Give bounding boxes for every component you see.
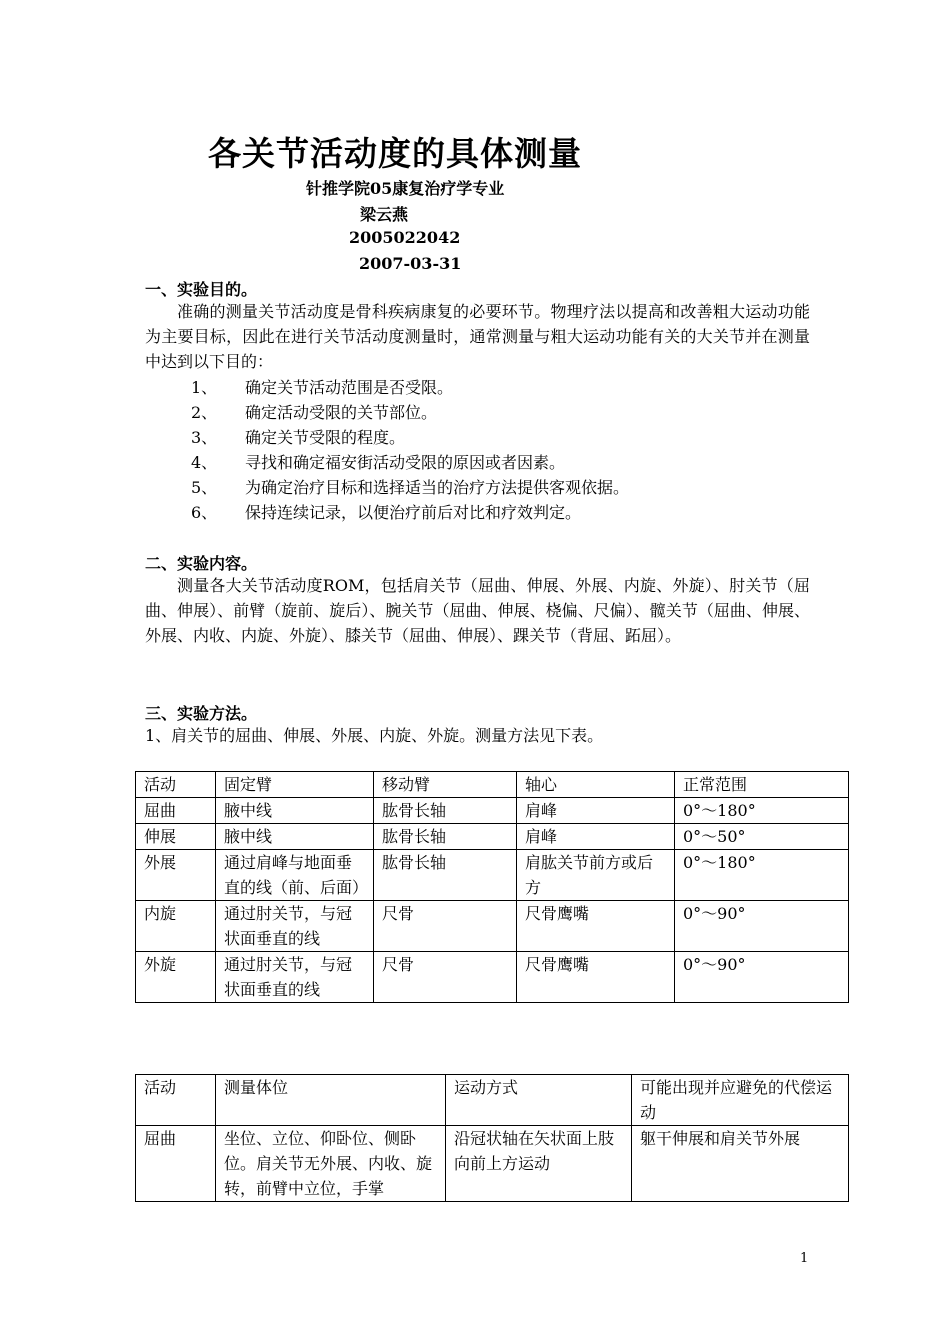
table-cell: 肱骨长轴 <box>374 798 517 824</box>
list-number: 6、 <box>191 503 218 522</box>
table-cell: 尺骨鹰嘴 <box>517 901 675 952</box>
list-item <box>191 450 629 475</box>
table-cell: 0°～180° <box>675 850 849 901</box>
section2-paragraph: 测量各大关节活动度ROM，包括肩关节（屈曲、伸展、外展、内旋、外旋）、肘关节（屈曲、伸展）、前臂（旋前、旋后）、腕关节（屈曲、伸展、桡偏、尺偏）、髋关节（屈曲、伸展、外展、内收、内旋、外旋）、膝关节（屈曲、伸展）、踝关节（背屈、跖屈）。 <box>145 576 810 645</box>
page-number: 1 <box>800 1251 809 1266</box>
table-cell: 尺骨 <box>374 952 517 1003</box>
document-title: 各关节活动度的具体测量 <box>208 134 582 173</box>
section3-line: 1、肩关节的屈曲、伸展、外展、内旋、外旋。测量方法见下表。 <box>145 726 604 745</box>
table-cell: 0°～90° <box>675 901 849 952</box>
table-cell: 沿冠状轴在矢状面上肢向前上方运动 <box>446 1126 632 1202</box>
table-cell: 肩峰 <box>517 824 675 850</box>
table-cell: 坐位、立位、仰卧位、侧卧位。肩关节无外展、内收、旋转，前臂中立位，手掌 <box>216 1126 446 1202</box>
table-cell: 外展 <box>136 850 216 901</box>
table-row <box>136 850 849 901</box>
list-text: 为确定治疗目标和选择适当的治疗方法提供客观依据。 <box>245 478 630 497</box>
list-text: 确定活动受限的关节部位。 <box>245 403 438 422</box>
table-header-cell: 可能出现并应避免的代偿运动 <box>632 1075 849 1126</box>
list-item <box>191 425 629 450</box>
section1-heading: 一、实验目的。 <box>145 280 258 299</box>
table-cell: 内旋 <box>136 901 216 952</box>
table-row <box>136 798 849 824</box>
table-header-row <box>136 772 849 798</box>
table-cell: 肱骨长轴 <box>374 824 517 850</box>
list-number: 1、 <box>191 378 218 397</box>
list-item <box>191 400 629 425</box>
list-text: 确定关节受限的程度。 <box>245 428 406 447</box>
section1-paragraph: 准确的测量关节活动度是骨科疾病康复的必要环节。物理疗法以提高和改善粗大运动功能为主要目标，因此在进行关节活动度测量时，通常测量与粗大运动功能有关的大关节并在测量中达到以下目的： <box>145 302 810 371</box>
table-cell: 尺骨鹰嘴 <box>517 952 675 1003</box>
table-header-cell: 移动臂 <box>374 772 517 798</box>
list-number: 3、 <box>191 428 218 447</box>
table-header-cell: 固定臂 <box>216 772 374 798</box>
purpose-list <box>191 375 629 525</box>
section2-heading: 二、实验内容。 <box>145 554 258 573</box>
table-cell: 通过肩峰与地面垂直的线（前、后面） <box>216 850 374 901</box>
shoulder-measurement-table <box>135 771 849 1003</box>
section3-heading: 三、实验方法。 <box>145 704 258 723</box>
table-header-cell: 测量体位 <box>216 1075 446 1126</box>
table-cell: 通过肘关节，与冠状面垂直的线 <box>216 952 374 1003</box>
table-row <box>136 824 849 850</box>
list-number: 2、 <box>191 403 218 422</box>
table-row <box>136 1126 849 1202</box>
table-cell: 躯干伸展和肩关节外展 <box>632 1126 849 1202</box>
table-cell: 屈曲 <box>136 798 216 824</box>
list-item <box>191 375 629 400</box>
list-item <box>191 500 629 525</box>
author-name: 梁云燕 <box>360 205 409 224</box>
table-cell: 肩肱关节前方或后方 <box>517 850 675 901</box>
table-cell: 尺骨 <box>374 901 517 952</box>
table-header-cell: 活动 <box>136 772 216 798</box>
table-row <box>136 901 849 952</box>
table-cell: 屈曲 <box>136 1126 216 1202</box>
list-text: 保持连续记录，以便治疗前后对比和疗效判定。 <box>245 503 582 522</box>
table-cell: 0°～180° <box>675 798 849 824</box>
table-cell: 外旋 <box>136 952 216 1003</box>
list-text: 寻找和确定福安街活动受限的原因或者因素。 <box>245 453 566 472</box>
list-text: 确定关节活动范围是否受限。 <box>245 378 454 397</box>
table-header-row <box>136 1075 849 1126</box>
table-header-cell: 正常范围 <box>675 772 849 798</box>
table-header-cell: 运动方式 <box>446 1075 632 1126</box>
table-cell: 腋中线 <box>216 824 374 850</box>
list-item <box>191 475 629 500</box>
author-id: 2005022042 <box>349 228 461 247</box>
table-header-cell: 轴心 <box>517 772 675 798</box>
table-cell: 伸展 <box>136 824 216 850</box>
list-number: 4、 <box>191 453 218 472</box>
author-school: 针推学院05康复治疗学专业 <box>306 179 505 198</box>
table-cell: 0°～90° <box>675 952 849 1003</box>
table-cell: 肱骨长轴 <box>374 850 517 901</box>
shoulder-method-table <box>135 1074 849 1202</box>
list-number: 5、 <box>191 478 218 497</box>
table-cell: 腋中线 <box>216 798 374 824</box>
table-cell: 肩峰 <box>517 798 675 824</box>
table-row <box>136 952 849 1003</box>
table-header-cell: 活动 <box>136 1075 216 1126</box>
table-cell: 0°～50° <box>675 824 849 850</box>
author-date: 2007-03-31 <box>359 254 462 273</box>
table-cell: 通过肘关节，与冠状面垂直的线 <box>216 901 374 952</box>
